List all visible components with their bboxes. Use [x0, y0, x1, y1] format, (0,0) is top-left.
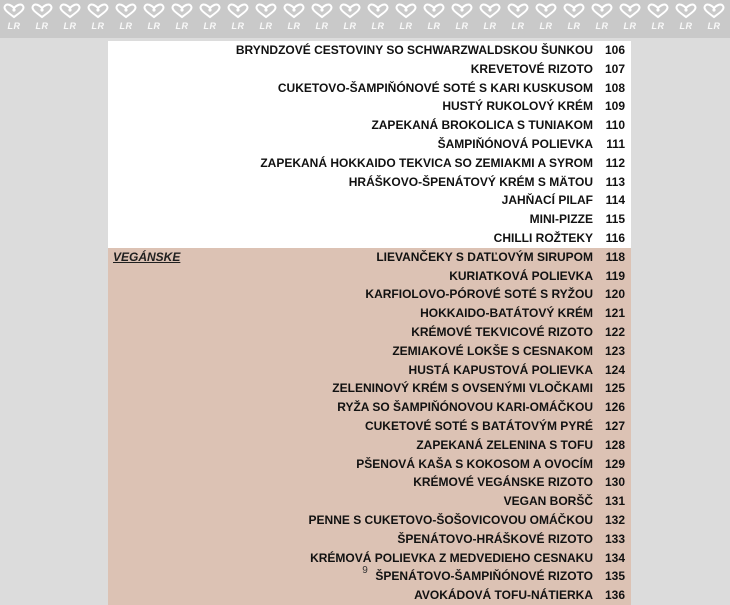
logo-text: LR	[399, 21, 413, 31]
heart-hands-icon	[169, 3, 195, 19]
recipe-title: HUSTÝ RUKOLOVÝ KRÉM	[442, 99, 593, 114]
recipe-page-number: 134	[604, 550, 625, 565]
heart-hands-icon	[449, 3, 475, 19]
logo-tile	[112, 0, 140, 36]
toc-row	[108, 398, 631, 417]
table-of-contents	[108, 41, 631, 603]
logo-text: LR	[483, 21, 497, 31]
logo-tile	[392, 0, 420, 36]
recipe-title: CUKETOVÉ SOTÉ S BATÁTOVÝM PYRÉ	[364, 418, 593, 433]
recipe-title: HOKKAIDO-BATÁTOVÝ KRÉM	[420, 306, 593, 321]
logo-text: LR	[231, 21, 245, 31]
logo-tile	[448, 0, 476, 36]
toc-row	[108, 492, 631, 511]
logo-tile	[280, 0, 308, 36]
recipe-page-number: 130	[604, 475, 625, 490]
logo-tile	[616, 0, 644, 36]
logo-text: LR	[315, 21, 329, 31]
recipe-title: JAHŇACÍ PILAF	[501, 193, 593, 208]
recipe-title: KRÉMOVÉ VEGÁNSKE RIZOTO	[413, 475, 593, 490]
recipe-page-number: 110	[605, 118, 625, 133]
recipe-page-number: 108	[604, 80, 625, 95]
logo-text: LR	[539, 21, 553, 31]
logo-text: LR	[623, 21, 637, 31]
recipe-page-number: 133	[604, 531, 625, 546]
recipe-page-number: 124	[604, 362, 625, 377]
recipe-page-number: 129	[604, 456, 625, 471]
recipe-page-number: 126	[604, 400, 625, 415]
logo-tile	[420, 0, 448, 36]
logo-tile	[504, 0, 532, 36]
logo-text: LR	[147, 21, 161, 31]
toc-row	[108, 79, 631, 98]
heart-hands-icon	[561, 3, 587, 19]
recipe-title: PENNE S CUKETOVO-ŠOŠOVICOVOU OMÁČKOU	[308, 512, 593, 527]
toc-row	[108, 473, 631, 492]
logo-banner	[0, 0, 730, 38]
toc-row	[108, 135, 631, 154]
recipe-page-number: 136	[604, 588, 625, 603]
toc-row	[108, 455, 631, 474]
recipe-page-number: 121	[604, 306, 625, 321]
logo-text: LR	[287, 21, 301, 31]
logo-tile	[308, 0, 336, 36]
heart-hands-icon	[197, 3, 223, 19]
toc-row	[108, 586, 631, 605]
logo-tile	[168, 0, 196, 36]
logo-tile	[336, 0, 364, 36]
logo-text: LR	[203, 21, 217, 31]
recipe-title: MINI-PIZZE	[529, 212, 593, 227]
logo-tile	[700, 0, 728, 36]
logo-tile	[84, 0, 112, 36]
heart-hands-icon	[337, 3, 363, 19]
logo-text: LR	[119, 21, 133, 31]
recipe-title: ZAPEKANÁ ZELENINA S TOFU	[416, 437, 593, 452]
toc-row	[108, 511, 631, 530]
recipe-page-number: 112	[605, 155, 625, 170]
recipe-page-number: 119	[605, 268, 625, 283]
heart-hands-icon	[505, 3, 531, 19]
logo-tile	[56, 0, 84, 36]
recipe-title: ZAPEKANÁ BROKOLICA S TUNIAKOM	[371, 118, 593, 133]
recipe-title: VEGAN BORŠČ	[503, 494, 593, 509]
recipe-title: RYŽA SO ŠAMPIŇÓNOVOU KARI-OMÁČKOU	[337, 400, 593, 415]
recipe-page-number: 120	[604, 287, 625, 302]
heart-hands-icon	[1, 3, 27, 19]
recipe-title: PŠENOVÁ KAŠA S KOKOSOM A OVOCÍM	[356, 456, 593, 471]
toc-row	[108, 530, 631, 549]
logo-tile	[196, 0, 224, 36]
toc-row	[108, 361, 631, 380]
logo-tile	[588, 0, 616, 36]
heart-hands-icon	[533, 3, 559, 19]
logo-text: LR	[679, 21, 693, 31]
recipe-page-number: 115	[605, 212, 625, 227]
recipe-title: ZAPEKANÁ HOKKAIDO TEKVICA SO ZEMIAKMI A SYROM	[260, 155, 593, 170]
logo-tile	[560, 0, 588, 36]
logo-tile	[0, 0, 28, 36]
recipe-page-number: 128	[604, 437, 625, 452]
toc-row	[108, 60, 631, 79]
toc-row	[108, 379, 631, 398]
recipe-page-number: 123	[604, 343, 625, 358]
logo-text: LR	[7, 21, 21, 31]
heart-hands-icon	[477, 3, 503, 19]
recipe-title: AVOKÁDOVÁ TOFU-NÁTIERKA	[414, 588, 593, 603]
toc-row	[108, 154, 631, 173]
recipe-title: ZEMIAKOVÉ LOKŠE S CESNAKOM	[392, 343, 593, 358]
logo-text: LR	[35, 21, 49, 31]
recipe-page-number: 122	[604, 324, 625, 339]
recipe-page-number: 116	[605, 230, 625, 245]
heart-hands-icon	[701, 3, 727, 19]
recipe-title: ŠPENÁTOVO-ŠAMPIŇÓNOVÉ RIZOTO	[375, 569, 593, 584]
recipe-title: HRÁŠKOVO-ŠPENÁTOVÝ KRÉM S MÄTOU	[348, 174, 593, 189]
recipe-title: ŠAMPIŇÓNOVÁ POLIEVKA	[437, 136, 593, 151]
logo-text: LR	[91, 21, 105, 31]
recipe-title: KRÉMOVÉ TEKVICOVÉ RIZOTO	[411, 324, 593, 339]
logo-tile	[532, 0, 560, 36]
recipe-title: BRYNDZOVÉ CESTOVINY SO SCHWARZWALDSKOU ŠUNKOU	[235, 43, 593, 57]
recipe-page-number: 118	[605, 249, 625, 264]
toc-row	[108, 248, 631, 267]
toc-row	[108, 97, 631, 116]
heart-hands-icon	[617, 3, 643, 19]
recipe-title: KREVETOVÉ RIZOTO	[470, 61, 593, 76]
recipe-page-number: 114	[605, 193, 625, 208]
toc-row	[108, 342, 631, 361]
heart-hands-icon	[393, 3, 419, 19]
logo-text: LR	[343, 21, 357, 31]
heart-hands-icon	[421, 3, 447, 19]
toc-row	[108, 323, 631, 342]
logo-tile	[672, 0, 700, 36]
recipe-page-number: 111	[606, 136, 625, 151]
toc-row	[108, 229, 631, 248]
recipe-page-number: 125	[604, 381, 625, 396]
recipe-title: CHILLI ROŽTEKY	[493, 230, 593, 245]
logo-text: LR	[511, 21, 525, 31]
recipe-title: ŠPENÁTOVO-HRÁŠKOVÉ RIZOTO	[397, 531, 593, 546]
heart-hands-icon	[29, 3, 55, 19]
logo-text: LR	[371, 21, 385, 31]
heart-hands-icon	[673, 3, 699, 19]
logo-text: LR	[707, 21, 721, 31]
logo-tile	[140, 0, 168, 36]
recipe-title: KRÉMOVÁ POLIEVKA Z MEDVEDIEHO CESNAKU	[310, 550, 593, 565]
recipe-title: HUSTÁ KAPUSTOVÁ POLIEVKA	[408, 362, 593, 377]
heart-hands-icon	[645, 3, 671, 19]
recipe-page-number: 127	[604, 418, 625, 433]
toc-row	[108, 417, 631, 436]
heart-hands-icon	[281, 3, 307, 19]
heart-hands-icon	[85, 3, 111, 19]
heart-hands-icon	[225, 3, 251, 19]
recipe-page-number: 109	[604, 99, 625, 114]
logo-text: LR	[259, 21, 273, 31]
recipe-page-number: 132	[604, 512, 625, 527]
logo-text: LR	[175, 21, 189, 31]
toc-row	[108, 173, 631, 192]
heart-hands-icon	[253, 3, 279, 19]
heart-hands-icon	[141, 3, 167, 19]
logo-text: LR	[651, 21, 665, 31]
logo-text: LR	[455, 21, 469, 31]
heart-hands-icon	[589, 3, 615, 19]
heart-hands-icon	[57, 3, 83, 19]
recipe-page-number: 106	[604, 43, 625, 57]
recipe-title: KURIATKOVÁ POLIEVKA	[449, 268, 593, 283]
toc-row	[108, 304, 631, 323]
recipe-title: KARFIOLOVO-PÓROVÉ SOTÉ S RYŽOU	[365, 287, 593, 302]
toc-row	[108, 116, 631, 135]
logo-text: LR	[63, 21, 77, 31]
recipe-page-number: 131	[604, 494, 625, 509]
recipe-title: ZELENINOVÝ KRÉM S OVSENÝMI VLOČKAMI	[332, 381, 593, 396]
heart-hands-icon	[309, 3, 335, 19]
recipe-page-number: 113	[605, 174, 625, 189]
toc-row	[108, 285, 631, 304]
recipe-page-number: 107	[604, 61, 625, 76]
recipe-page-number: 135	[604, 569, 625, 584]
toc-row	[108, 191, 631, 210]
logo-tile	[644, 0, 672, 36]
page-number: 9	[362, 565, 368, 576]
heart-hands-icon	[113, 3, 139, 19]
toc-row	[108, 267, 631, 286]
toc-row	[108, 436, 631, 455]
logo-tile	[224, 0, 252, 36]
recipe-title: CUKETOVO-ŠAMPIŇÓNOVÉ SOTÉ S KARI KUSKUSOM	[277, 80, 593, 95]
logo-tile	[476, 0, 504, 36]
toc-row	[108, 210, 631, 229]
logo-text: LR	[567, 21, 581, 31]
heart-hands-icon	[365, 3, 391, 19]
recipe-title: LIEVANČEKY S DATĽOVÝM SIRUPOM	[376, 249, 593, 264]
logo-text: LR	[595, 21, 609, 31]
toc-row	[108, 41, 631, 60]
logo-tile	[364, 0, 392, 36]
logo-text: LR	[427, 21, 441, 31]
logo-tile	[28, 0, 56, 36]
category-label: VEGÁNSKE	[113, 249, 181, 264]
logo-tile	[252, 0, 280, 36]
